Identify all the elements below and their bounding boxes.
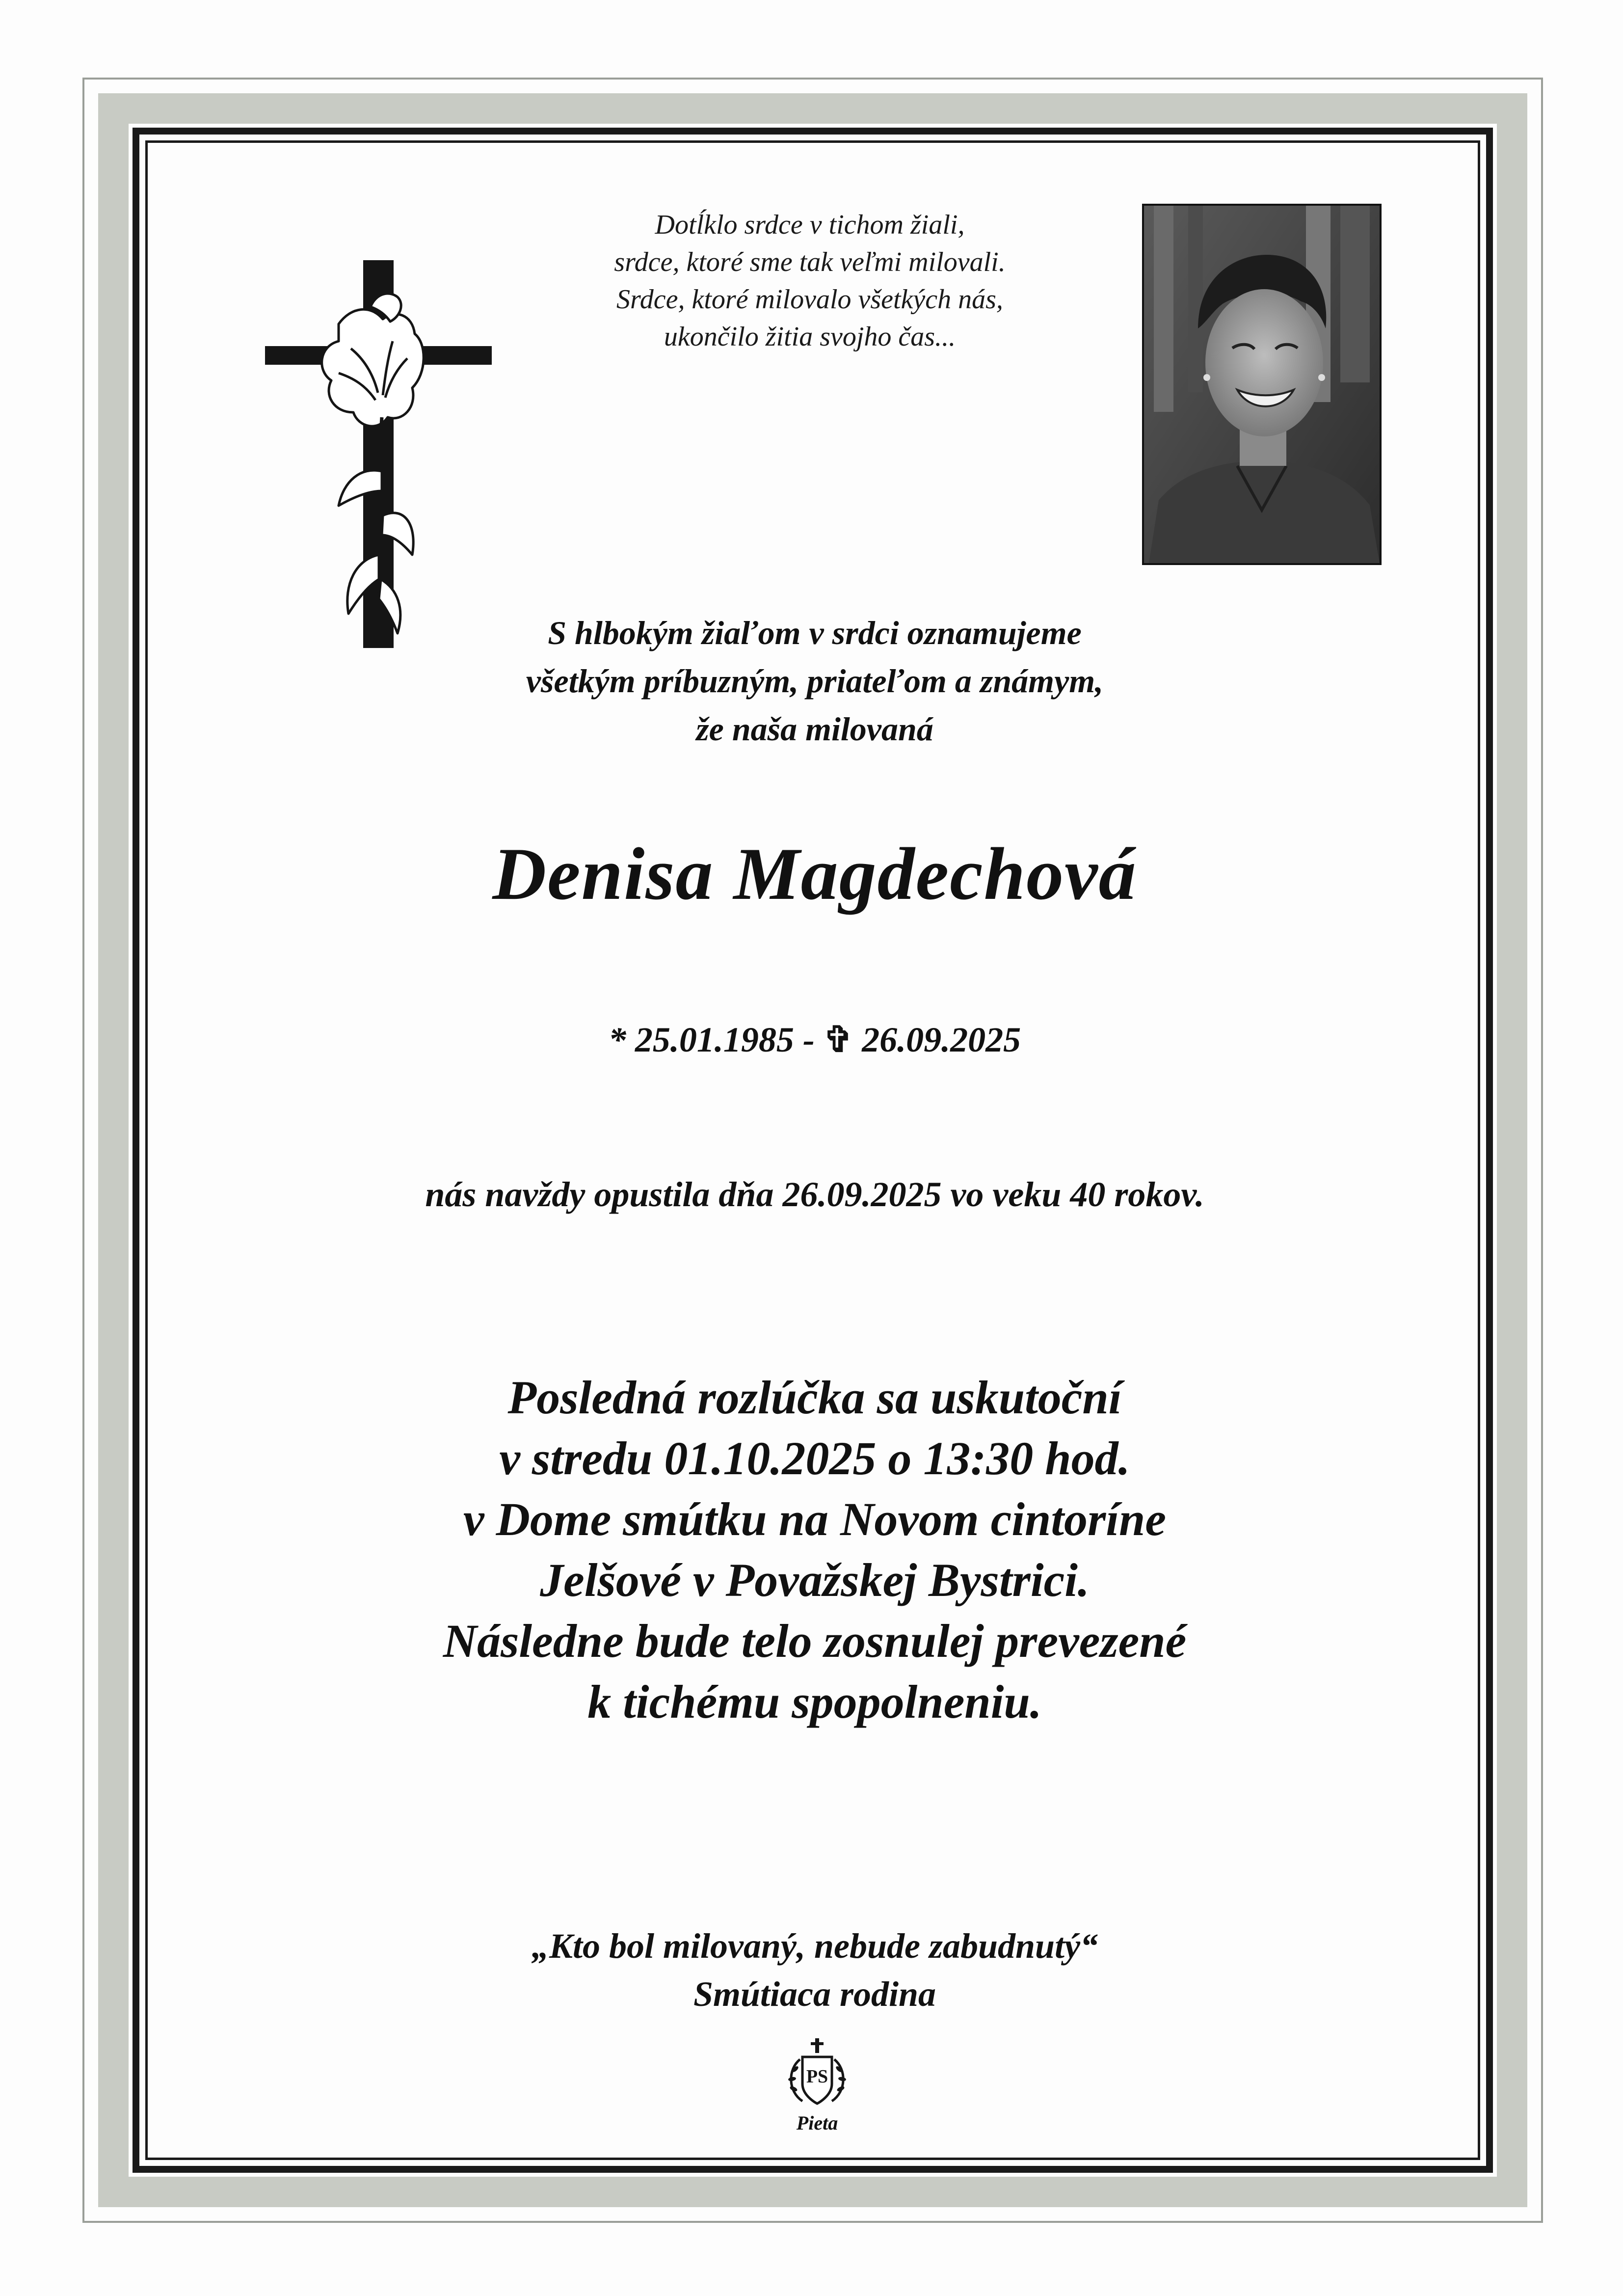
ceremony-line: Následne bude telo zosnulej prevezené — [443, 1615, 1187, 1667]
poem-verse — [442, 206, 1178, 355]
death-cross-icon: ✞ — [823, 1020, 853, 1059]
closing-signature: Smútiaca rodina — [693, 1974, 936, 2014]
death-date: 26.09.2025 — [862, 1020, 1021, 1059]
poem-line: ukončilo žitia svojho čas... — [664, 322, 956, 352]
pieta-logo-icon — [780, 2037, 854, 2140]
logo-word: Pieta — [796, 2112, 838, 2134]
poem-line: Dotĺklo srdce v tichom žiali, — [655, 210, 965, 240]
ceremony-line: v stredu 01.10.2025 o 13:30 hod. — [499, 1432, 1130, 1485]
announcement-text — [196, 609, 1433, 753]
ceremony-line: k tichému spopolneniu. — [587, 1675, 1042, 1728]
ceremony-line: Posledná rozlúčka sa uskutoční — [507, 1371, 1122, 1424]
closing-block — [196, 1922, 1433, 2018]
ceremony-line: v Dome smútku na Novom cintoríne — [463, 1493, 1167, 1545]
announcement-line: že naša milovaná — [696, 710, 933, 748]
date-separator: - — [802, 1020, 815, 1059]
birth-marker: * — [608, 1020, 626, 1059]
life-dates — [196, 1016, 1433, 1063]
deceased-name: Denisa Magdechová — [492, 833, 1137, 915]
closing-quote: „Kto bol milovaný, nebude zabudnutý“ — [531, 1926, 1098, 1966]
announcement-line: S hlbokým žiaľom v srdci oznamujeme — [548, 614, 1082, 651]
departure-text: nás navždy opustila dňa 26.09.2025 vo veku 40 rokov. — [425, 1175, 1204, 1214]
birth-date: 25.01.1985 — [635, 1020, 794, 1059]
ceremony-line: Jelšové v Považskej Bystrici. — [540, 1554, 1090, 1606]
portrait-photo — [1142, 204, 1382, 565]
announcement-line: všetkým príbuzným, priateľom a známym, — [526, 662, 1104, 700]
logo-monogram: PS — [806, 2066, 828, 2087]
ceremony-details — [196, 1367, 1433, 1732]
poem-line: Srdce, ktoré milovalo všetkých nás, — [616, 284, 1003, 315]
poem-line: srdce, ktoré sme tak veľmi milovali. — [614, 247, 1006, 277]
